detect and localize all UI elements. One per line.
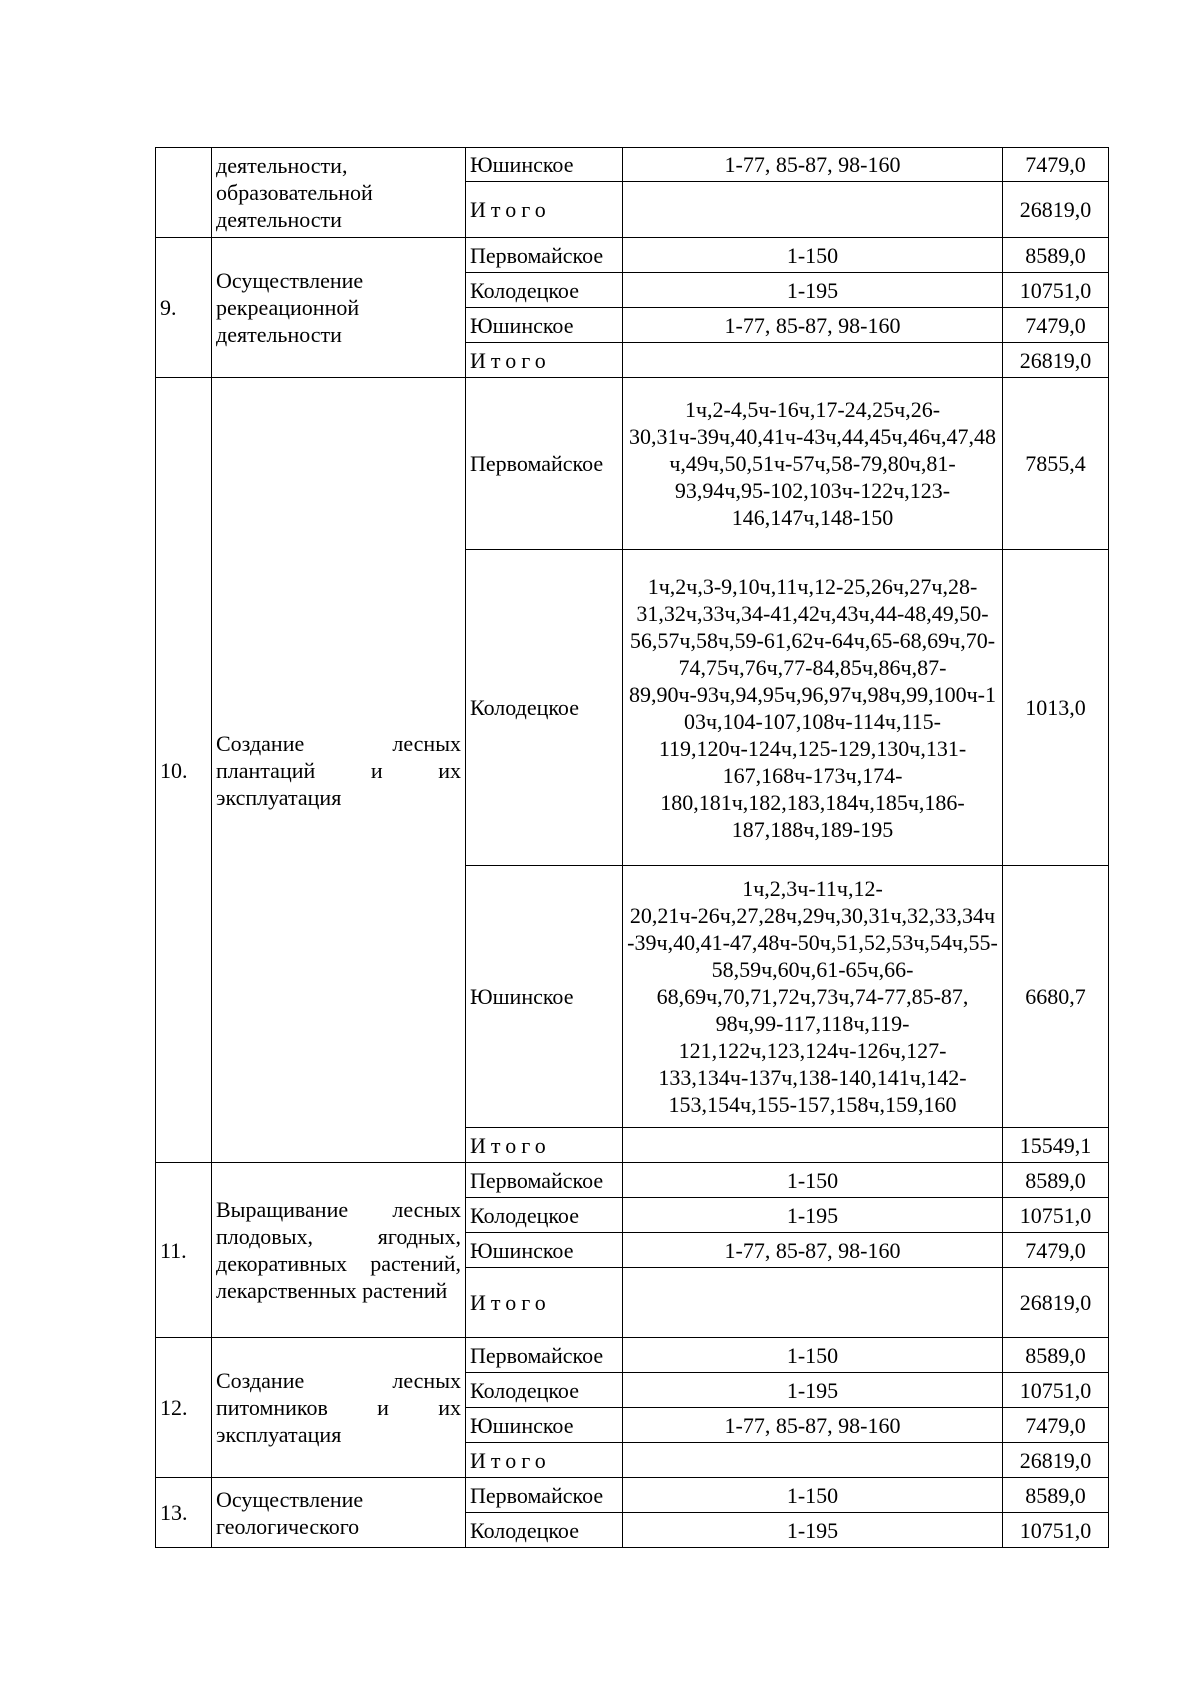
- total-label: Итого: [466, 1443, 623, 1478]
- table-row: [156, 1163, 1109, 1198]
- area-cell: 1013,0: [1003, 550, 1109, 866]
- total-area: 26819,0: [1003, 1268, 1109, 1338]
- purpose-cell: Создание лесных питомников и их эксплуатация: [212, 1338, 466, 1478]
- quarters-cell: [623, 1443, 1003, 1478]
- table-row: [156, 238, 1109, 273]
- forestry-cell: Первомайское: [466, 1478, 623, 1513]
- quarters-cell: [623, 343, 1003, 378]
- purpose-cell: Осуществление рекреационной деятельности: [212, 238, 466, 378]
- forestry-cell: Юшинское: [466, 148, 623, 182]
- total-label: Итого: [466, 343, 623, 378]
- quarters-cell: 1-195: [623, 1513, 1003, 1548]
- quarters-cell: 1-77, 85-87, 98-160: [623, 148, 1003, 182]
- area-cell: 6680,7: [1003, 866, 1109, 1128]
- forestry-cell: Первомайское: [466, 378, 623, 550]
- forestry-cell: Колодецкое: [466, 1198, 623, 1233]
- quarters-cell: 1-195: [623, 1373, 1003, 1408]
- total-area: 15549,1: [1003, 1128, 1109, 1163]
- area-cell: 10751,0: [1003, 1198, 1109, 1233]
- quarters-cell: 1-150: [623, 238, 1003, 273]
- quarters-cell: 1ч,2,3ч-11ч,12-20,21ч-26ч,27,28ч,29ч,30,31ч,32,33,34ч-39ч,40,41-47,48ч-50ч,51,52,53ч,54ч,55-58,59ч,60ч,61-65ч,66-68,69ч,70,71,72ч,73ч,74-77,85-87, 98ч,99-117,118ч,119-121,122ч,123,124ч-126ч,127-133,134ч-137ч,138-140,141ч,142-153,154ч,155-157,158ч,159,160: [623, 866, 1003, 1128]
- area-cell: 10751,0: [1003, 273, 1109, 308]
- row-number: 13.: [156, 1478, 212, 1548]
- quarters-cell: [623, 1128, 1003, 1163]
- row-number: 9.: [156, 238, 212, 378]
- total-label: Итого: [466, 1128, 623, 1163]
- quarters-cell: 1-195: [623, 273, 1003, 308]
- purpose-cell: Осуществление геологического: [212, 1478, 466, 1548]
- forestry-cell: Юшинское: [466, 1408, 623, 1443]
- quarters-cell: [623, 1268, 1003, 1338]
- forestry-cell: Колодецкое: [466, 273, 623, 308]
- quarters-cell: 1-77, 85-87, 98-160: [623, 1233, 1003, 1268]
- area-cell: 7479,0: [1003, 308, 1109, 343]
- quarters-cell: 1ч,2ч,3-9,10ч,11ч,12-25,26ч,27ч,28-31,32ч,33ч,34-41,42ч,43ч,44-48,49,50-56,57ч,58ч,59-61,62ч-64ч,65-68,69ч,70-74,75ч,76ч,77-84,85ч,86ч,87-89,90ч-93ч,94,95ч,96,97ч,98ч,99,100ч-103ч,104-107,108ч-114ч,115-119,120ч-124ч,125-129,130ч,131-167,168ч-173ч,174-180,181ч,182,183,184ч,185ч,186-187,188ч,189-195: [623, 550, 1003, 866]
- quarters-cell: 1-77, 85-87, 98-160: [623, 1408, 1003, 1443]
- area-cell: 7479,0: [1003, 1233, 1109, 1268]
- area-cell: 7479,0: [1003, 148, 1109, 182]
- row-number: 10.: [156, 378, 212, 1163]
- purpose-cell: деятельности, образовательной деятельности: [212, 148, 466, 238]
- area-cell: 7855,4: [1003, 378, 1109, 550]
- area-cell: 8589,0: [1003, 1478, 1109, 1513]
- quarters-cell: 1-195: [623, 1198, 1003, 1233]
- row-number: [156, 148, 212, 238]
- forest-purpose-table: [155, 147, 1109, 1548]
- quarters-cell: 1ч,2-4,5ч-16ч,17-24,25ч,26-30,31ч-39ч,40,41ч-43ч,44,45ч,46ч,47,48ч,49ч,50,51ч-57ч,58-79,80ч,81-93,94ч,95-102,103ч-122ч,123-146,147ч,148-150: [623, 378, 1003, 550]
- total-label: Итого: [466, 182, 623, 238]
- area-cell: 8589,0: [1003, 1163, 1109, 1198]
- table-row: [156, 1478, 1109, 1513]
- forestry-cell: Первомайское: [466, 1163, 623, 1198]
- forestry-cell: Юшинское: [466, 308, 623, 343]
- area-cell: 10751,0: [1003, 1513, 1109, 1548]
- total-area: 26819,0: [1003, 1443, 1109, 1478]
- forestry-cell: Колодецкое: [466, 1373, 623, 1408]
- table-row: [156, 148, 1109, 182]
- row-number: 12.: [156, 1338, 212, 1478]
- purpose-cell: Создание лесных плантаций и их эксплуатация: [212, 378, 466, 1163]
- area-cell: 7479,0: [1003, 1408, 1109, 1443]
- table-row: [156, 378, 1109, 550]
- quarters-cell: 1-150: [623, 1163, 1003, 1198]
- total-area: 26819,0: [1003, 343, 1109, 378]
- quarters-cell: 1-150: [623, 1338, 1003, 1373]
- forestry-cell: Колодецкое: [466, 1513, 623, 1548]
- total-area: 26819,0: [1003, 182, 1109, 238]
- purpose-cell: Выращивание лесных плодовых, ягодных, декоративных растений, лекарственных растений: [212, 1163, 466, 1338]
- quarters-cell: 1-77, 85-87, 98-160: [623, 308, 1003, 343]
- row-number: 11.: [156, 1163, 212, 1338]
- quarters-cell: 1-150: [623, 1478, 1003, 1513]
- forestry-cell: Первомайское: [466, 238, 623, 273]
- total-label: Итого: [466, 1268, 623, 1338]
- area-cell: 8589,0: [1003, 238, 1109, 273]
- quarters-cell: [623, 182, 1003, 238]
- forestry-cell: Первомайское: [466, 1338, 623, 1373]
- area-cell: 10751,0: [1003, 1373, 1109, 1408]
- forestry-cell: Юшинское: [466, 1233, 623, 1268]
- area-cell: 8589,0: [1003, 1338, 1109, 1373]
- forestry-cell: Колодецкое: [466, 550, 623, 866]
- forestry-cell: Юшинское: [466, 866, 623, 1128]
- table-row: [156, 1338, 1109, 1373]
